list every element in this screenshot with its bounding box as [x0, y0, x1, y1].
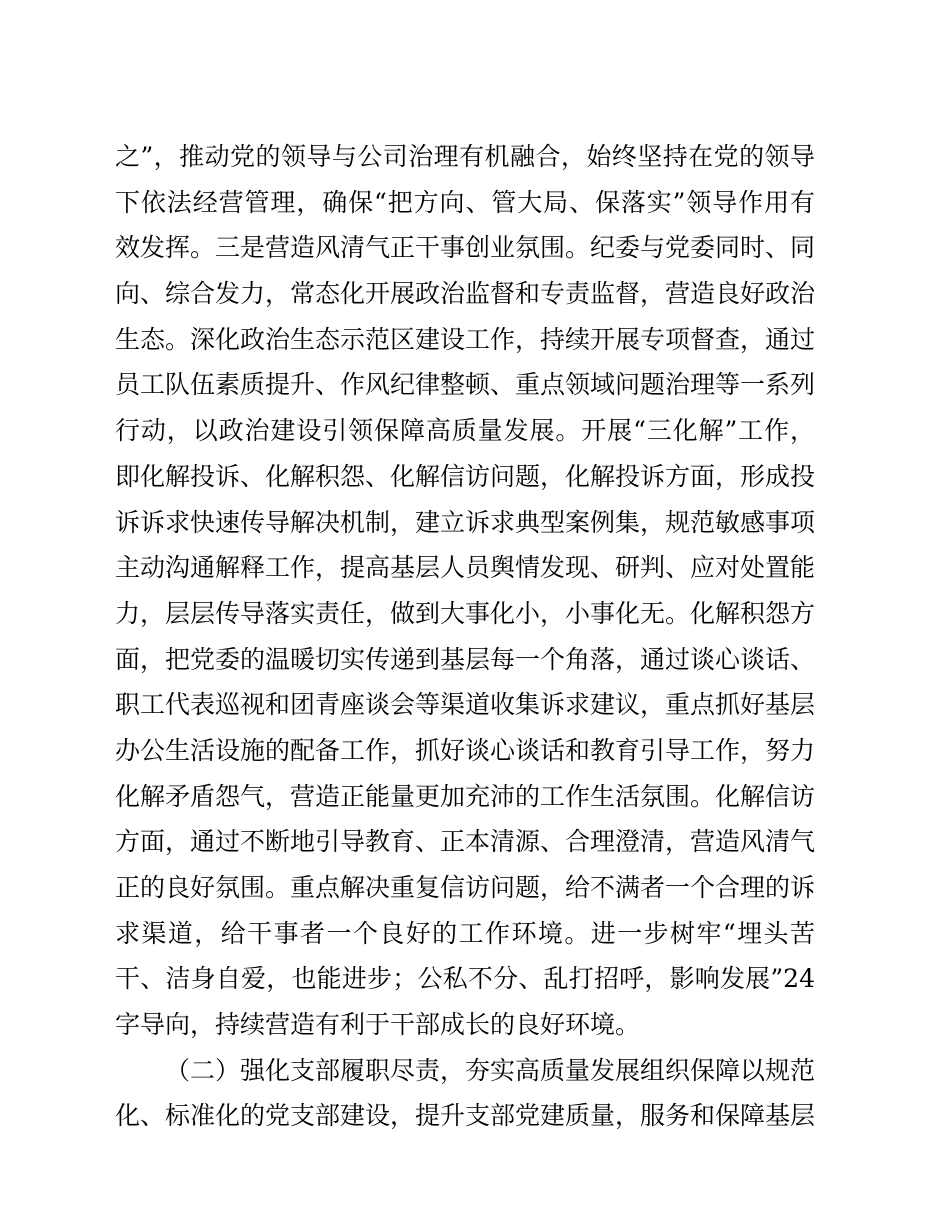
text-line: 职工代表巡视和团青座谈会等渠道收集诉求建议，重点抓好基层: [115, 690, 816, 720]
text-line: 效发挥。三是营造风清气正干事创业氛围。纪委与党委同时、同: [115, 233, 816, 263]
text-line: 干、洁身自爱，也能进步；公私不分、乱打招呼，影响发展”24: [115, 964, 815, 994]
text-line: 正的良好氛围。重点解决重复信访问题，给不满者一个合理的诉: [115, 873, 816, 902]
text-line: 办公生活设施的配备工作，抓好谈心谈话和教育引导工作，努力: [115, 735, 816, 765]
text-line: 化、标准化的党支部建设，提升支部党建质量，服务和保障基层: [115, 1101, 816, 1131]
text-line: 行动，以政治建设引领保障高质量发展。开展“三化解”工作，: [115, 416, 815, 446]
paragraph-end-line: 字导向，持续营造有利于干部成长的良好环境。: [115, 1010, 641, 1040]
text-line: 向、综合发力，常态化开展政治监督和专责监督，营造良好政治: [115, 279, 816, 309]
text-line: 力，层层传导落实责任，做到大事化小，小事化无。化解积怨方: [115, 598, 816, 628]
text-line: 诉诉求快速传导解决机制，建立诉求典型案例集，规范敏感事项: [115, 507, 816, 537]
body-text: [115, 134, 815, 1139]
text-line: 求渠道，给干事者一个良好的工作环境。进一步树牢“埋头苦: [115, 918, 815, 948]
text-line: 即化解投诉、化解积怨、化解信访问题，化解投诉方面，形成投: [115, 461, 816, 491]
section-heading-line: （二）强化支部履职尽责，夯实高质量发展组织保障以规范: [165, 1055, 816, 1085]
text-line: 主动沟通解释工作，提高基层人员舆情发现、研判、应对处置能: [115, 553, 816, 583]
text-line: 之”，推动党的领导与公司治理有机融合，始终坚持在党的领导: [115, 142, 815, 171]
text-line: 化解矛盾怨气，营造正能量更加充沛的工作生活氛围。化解信访: [115, 781, 816, 811]
text-line: 方面，通过不断地引导教育、正本清源、合理澄清，营造风清气: [115, 827, 816, 857]
text-line: 员工队伍素质提升、作风纪律整顿、重点领域问题治理等一系列: [115, 370, 816, 400]
text-line: 生态。深化政治生态示范区建设工作，持续开展专项督查，通过: [115, 324, 816, 354]
text-line: 下依法经营管理，确保“把方向、管大局、保落实”领导作用有: [115, 187, 815, 217]
text-line: 面，把党委的温暖切实传递到基层每一个角落，通过谈心谈话、: [115, 644, 816, 674]
